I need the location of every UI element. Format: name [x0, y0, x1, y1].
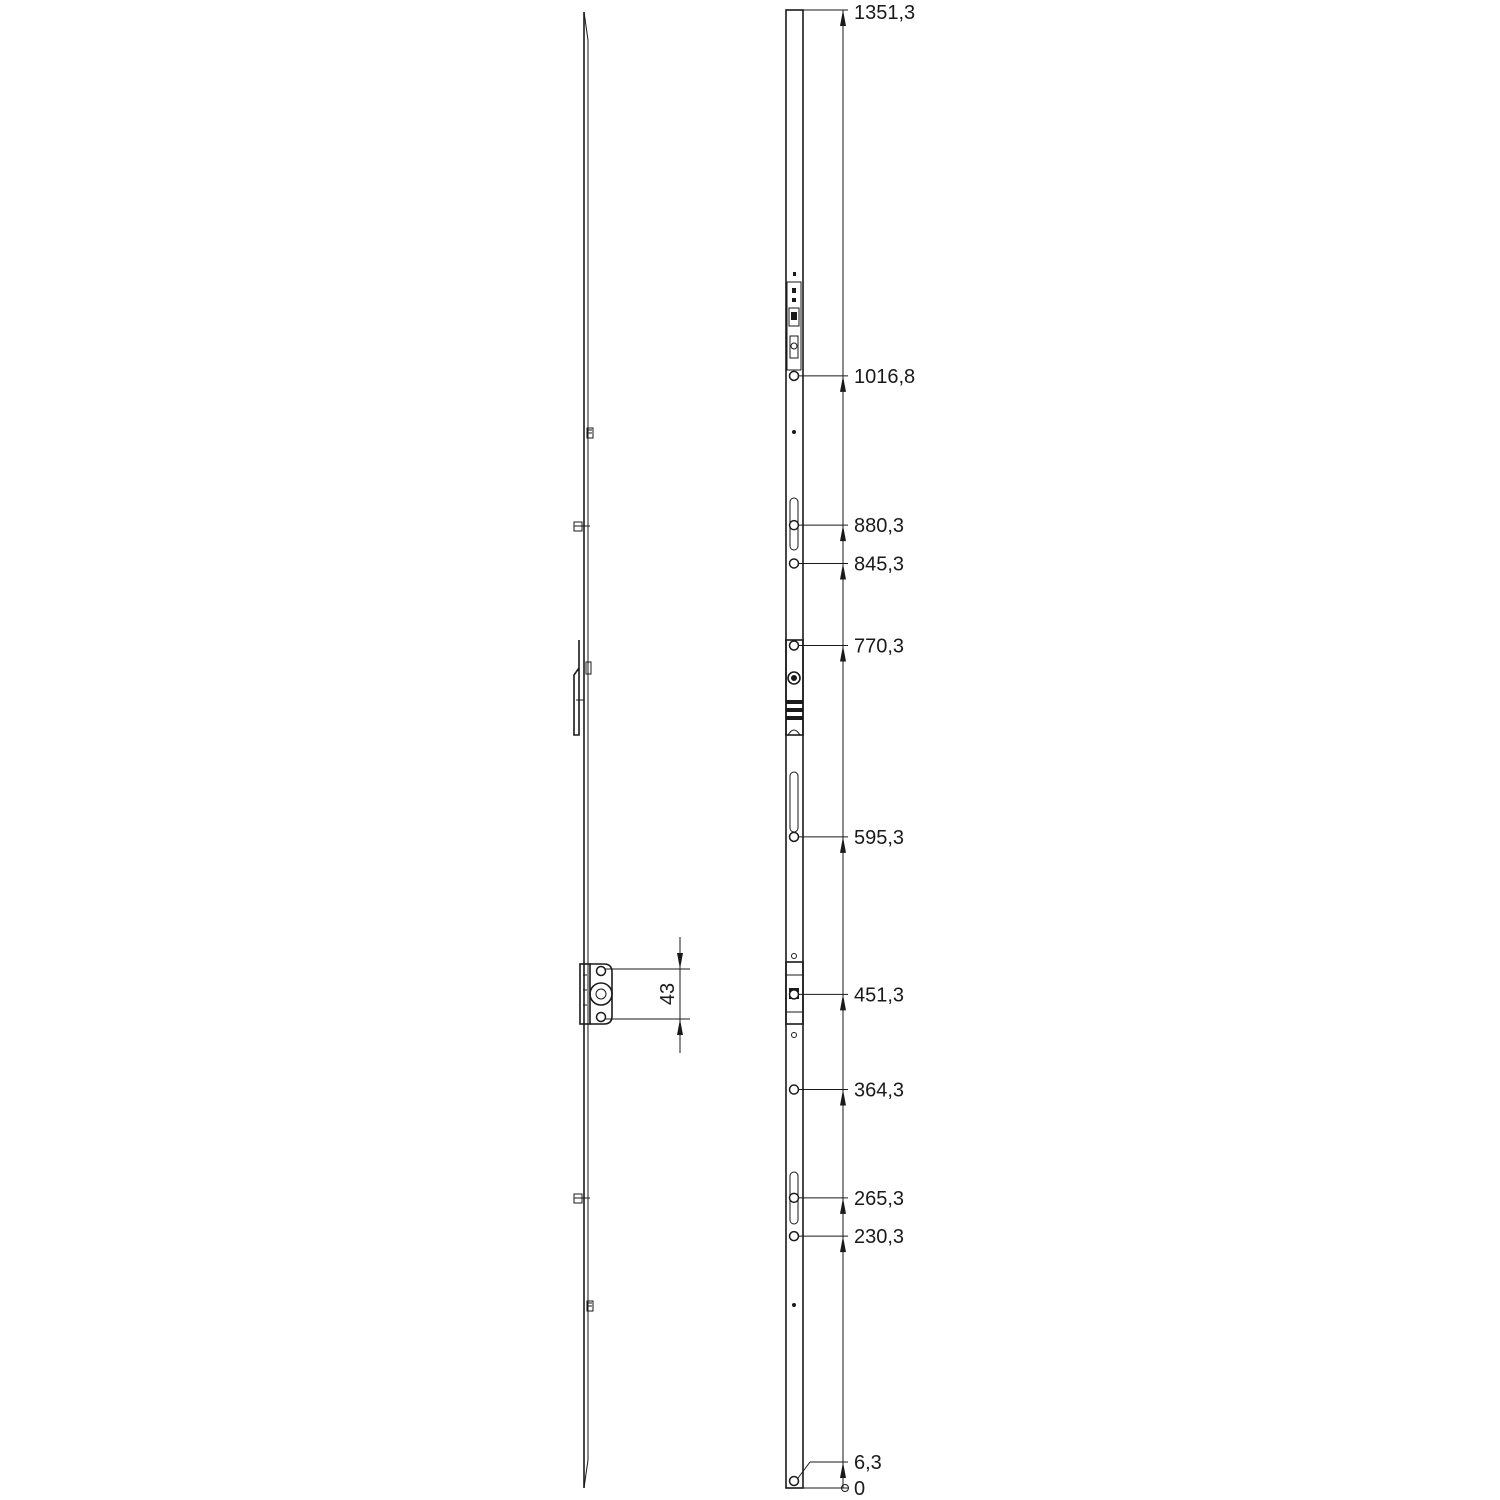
dimension-arrow-265-3 — [840, 1198, 846, 1214]
dimension-arrow-364-3 — [840, 1090, 846, 1106]
dimension-arrow-845-3 — [840, 563, 846, 579]
front-view-drawing — [786, 10, 849, 1492]
side-view-drawing — [574, 12, 690, 1488]
dimension-arrow-770-3 — [840, 645, 846, 661]
front-bottom-pin — [790, 1477, 799, 1486]
dimension-43-label: 43 — [657, 982, 679, 1006]
dimension-label-595-3: 595,3 — [854, 826, 905, 849]
front-slot-upper-mid — [790, 772, 798, 832]
front-gearbox-770 — [786, 640, 803, 735]
front-hole-595-3 — [790, 832, 799, 841]
dimension-label-364-3: 364,3 — [854, 1079, 905, 1102]
dimension-arrow-1016-8 — [840, 376, 846, 392]
dimension-label-6-3: 6,3 — [854, 1452, 882, 1474]
dimension-label-265-3: 265,3 — [854, 1187, 905, 1210]
front-hole-364-3 — [790, 1085, 799, 1094]
front-small-dot-lower — [792, 1303, 796, 1307]
dimension-label-230-3: 230,3 — [854, 1226, 905, 1249]
dimension-arrow-top — [840, 10, 846, 26]
front-small-dot-upper — [792, 430, 796, 434]
dimension-label-451-3: 451,3 — [854, 984, 905, 1007]
front-hole-770-3 — [790, 641, 799, 650]
front-hole-1016-8 — [790, 371, 799, 380]
front-hole-265-3 — [790, 1193, 799, 1202]
dimension-arrow-230-3 — [840, 1236, 846, 1252]
dimension-arrow-451-3 — [840, 994, 846, 1010]
front-hole-230-3 — [790, 1232, 799, 1241]
dimension-marks — [790, 10, 916, 1252]
side-dimension-43 — [605, 937, 690, 1053]
dimension-label-top: 1351,3 — [854, 2, 916, 24]
front-hole-451-3 — [790, 990, 799, 999]
front-hole-880-3 — [790, 521, 799, 530]
dimension-label-0: 0 — [854, 1478, 866, 1500]
dimension-arrow-880-3 — [840, 525, 846, 541]
dimension-arrow-595-3 — [840, 837, 846, 853]
dimension-label-770-3: 770,3 — [854, 635, 905, 658]
dimension-label-1016-8: 1016,8 — [854, 365, 916, 388]
front-hole-845-3 — [790, 559, 799, 568]
dimension-label-845-3: 845,3 — [854, 553, 905, 576]
front-top-fitting — [787, 272, 801, 370]
dimension-label-880-3: 880,3 — [854, 515, 905, 538]
